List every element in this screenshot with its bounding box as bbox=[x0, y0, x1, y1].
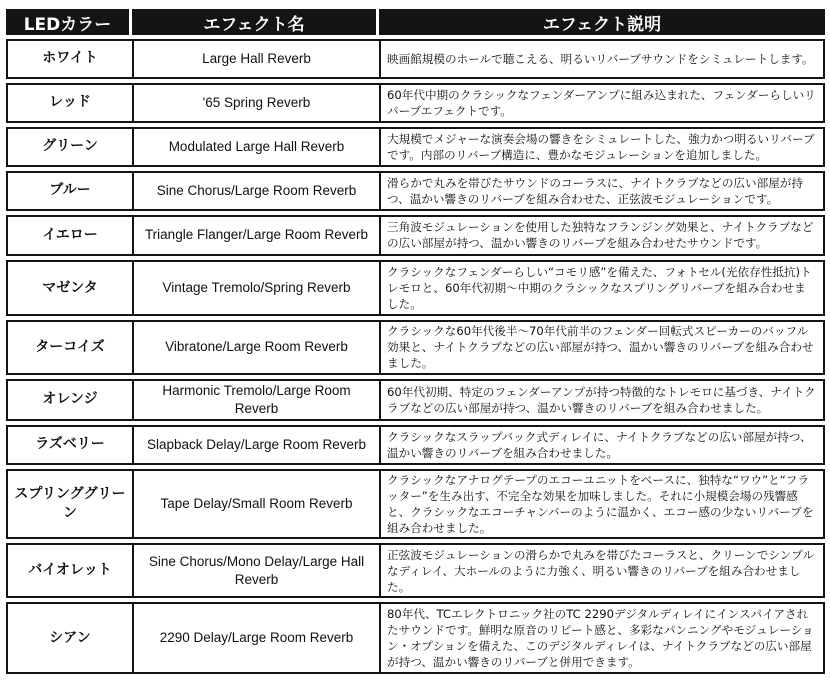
effect-name-cell: Tape Delay/Small Room Reverb bbox=[132, 469, 379, 540]
effect-description-cell: 映画館規模のホールで聴こえる、明るいリバーブサウンドをシミュレートします。 bbox=[379, 39, 825, 79]
header-effect-name: エフェクト名 bbox=[132, 9, 379, 35]
led-color-cell: バイオレット bbox=[6, 543, 132, 598]
led-color-cell: ターコイズ bbox=[6, 320, 132, 375]
effect-name-cell: Slapback Delay/Large Room Reverb bbox=[132, 425, 379, 465]
effect-name-cell: 2290 Delay/Large Room Reverb bbox=[132, 602, 379, 674]
effect-description-cell: 80年代、TCエレクトロニック社のTC 2290デジタルディレイにインスパイアされたサウンドです。鮮明な原音のリピート感と、多彩なパンニングやモジュレーション・オプションを備えた、このデジタルディレイは、ナイトクラブなどの広い部屋が持つ、温かい響きのリバーブと併用できます。 bbox=[379, 602, 825, 674]
table-row bbox=[6, 171, 825, 211]
header-led-color: LEDカラー bbox=[6, 9, 132, 35]
led-color-cell: イエロー bbox=[6, 215, 132, 257]
effect-name-cell: '65 Spring Reverb bbox=[132, 83, 379, 123]
effect-description-cell: クラシックな60年代後半〜70年代前半のフェンダー回転式スピーカーのバッフル効果と、ナイトクラブなどの広い部屋が持つ、温かい響きのリバーブを組み合わせました。 bbox=[379, 320, 825, 375]
effect-name-cell: Sine Chorus/Mono Delay/Large Hall Reverb bbox=[132, 543, 379, 598]
effect-name-cell: Vibratone/Large Room Reverb bbox=[132, 320, 379, 375]
led-color-cell: オレンジ bbox=[6, 379, 132, 421]
table-row bbox=[6, 39, 825, 79]
led-color-cell: シアン bbox=[6, 602, 132, 674]
table-row bbox=[6, 320, 825, 375]
table-row bbox=[6, 425, 825, 465]
led-color-cell: スプリンググリーン bbox=[6, 469, 132, 540]
effect-name-cell: Large Hall Reverb bbox=[132, 39, 379, 79]
effect-description-cell: 正弦波モジュレーションの滑らかで丸みを帯びたコーラスと、クリーンでシンプルなディレイ、大ホールのように力強く、明るい響きのリバーブを組み合わせました。 bbox=[379, 543, 825, 598]
led-color-cell: ホワイト bbox=[6, 39, 132, 79]
effect-description-cell: クラシックなフェンダーらしい“コモリ感”を備えた、フォトセル(光依存性抵抗)トレモロと、60年代初期〜中期のクラシックなスプリングリバーブを組み合わせました。 bbox=[379, 260, 825, 315]
effect-description-cell: クラシックなアナログテープのエコーユニットをベースに、独特な“ワウ”と“フラッター”を生み出す、不完全な効果を加味しました。それに小規模会場の残響感と、クラシックなエコーチャンバーのように温かく、エコー感の少ないリバーブを組み合わせました。 bbox=[379, 469, 825, 540]
table-row bbox=[6, 602, 825, 674]
effect-name-cell: Sine Chorus/Large Room Reverb bbox=[132, 171, 379, 211]
effect-name-cell: Modulated Large Hall Reverb bbox=[132, 127, 379, 167]
effect-description-cell: 滑らかで丸みを帯びたサウンドのコーラスに、ナイトクラブなどの広い部屋が持つ、温かい響きのリバーブを組み合わせた、正弦波モジュレーションです。 bbox=[379, 171, 825, 211]
table-row bbox=[6, 83, 825, 123]
table-row bbox=[6, 379, 825, 421]
led-color-cell: ブルー bbox=[6, 171, 132, 211]
effect-description-cell: 大規模でメジャーな演奏会場の響きをシミュレートした、強力かつ明るいリバーブです。内部のリバーブ構造に、豊かなモジュレーションを追加しました。 bbox=[379, 127, 825, 167]
effect-description-cell: 三角波モジュレーションを使用した独特なフランジング効果と、ナイトクラブなどの広い部屋が持つ、温かい響きのリバーブを組み合わせたサウンドです。 bbox=[379, 215, 825, 257]
table-row bbox=[6, 215, 825, 257]
effect-name-cell: Vintage Tremolo/Spring Reverb bbox=[132, 260, 379, 315]
effect-description-cell: クラシックなスラップバック式ディレイに、ナイトクラブなどの広い部屋が持つ、温かい響きのリバーブを組み合わせました。 bbox=[379, 425, 825, 465]
effect-description-cell: 60年代初期、特定のフェンダーアンプが持つ特徴的なトレモロに基づき、ナイトクラブなどの広い部屋が持つ、温かい響きのリバーブを組み合わせました。 bbox=[379, 379, 825, 421]
table-row bbox=[6, 469, 825, 540]
table-row bbox=[6, 260, 825, 315]
effect-name-cell: Harmonic Tremolo/Large Room Reverb bbox=[132, 379, 379, 421]
led-color-cell: グリーン bbox=[6, 127, 132, 167]
header-row bbox=[6, 9, 825, 35]
table-row bbox=[6, 127, 825, 167]
effect-name-cell: Triangle Flanger/Large Room Reverb bbox=[132, 215, 379, 257]
led-color-cell: ラズベリー bbox=[6, 425, 132, 465]
table-row bbox=[6, 543, 825, 598]
effect-description-cell: 60年代中期のクラシックなフェンダーアンプに組み込まれた、フェンダーらしいリバーブエフェクトです。 bbox=[379, 83, 825, 123]
effects-table bbox=[6, 5, 825, 678]
led-color-cell: マゼンタ bbox=[6, 260, 132, 315]
header-effect-description: エフェクト説明 bbox=[379, 9, 825, 35]
led-color-cell: レッド bbox=[6, 83, 132, 123]
